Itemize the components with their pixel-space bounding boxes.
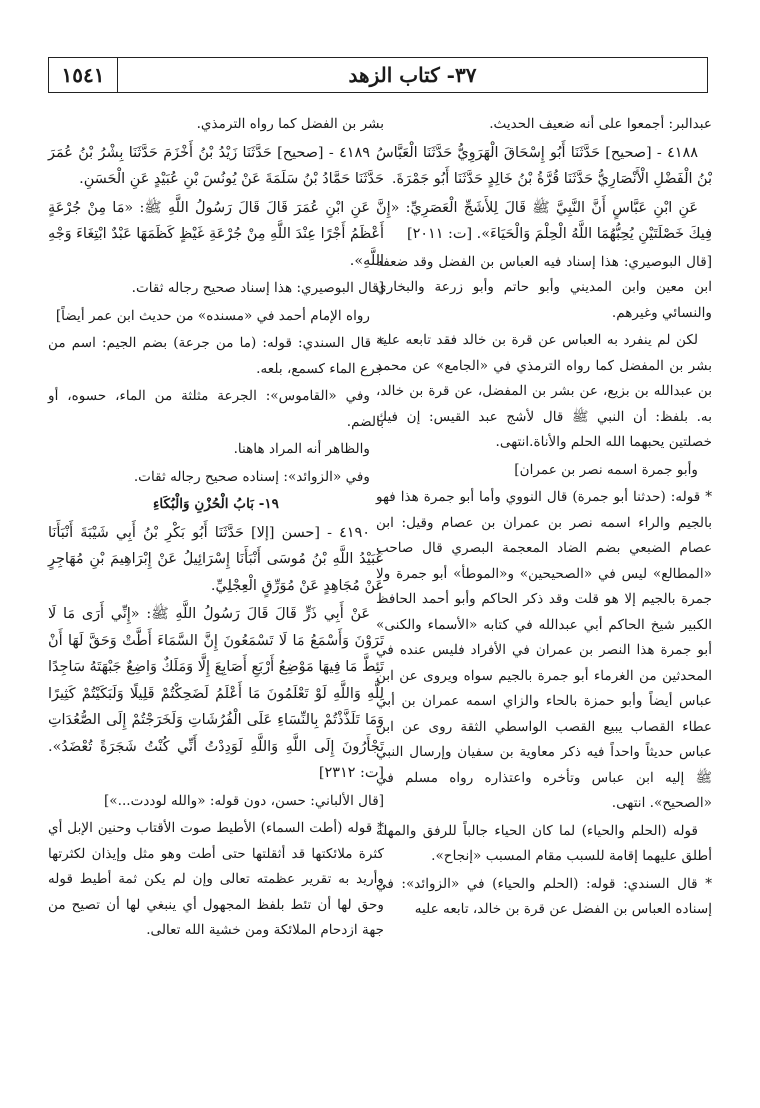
left-column <box>48 112 384 946</box>
paragraph: عبدالبر: أجمعوا على أنه ضعيف الحديث. <box>489 116 712 132</box>
busiri-note: [قال البوصيري: هذا إسناد صحيح رجاله ثقات. <box>131 280 384 296</box>
chapter-heading: ١٩- بَابُ الْحُزْنِ وَالْبُكَاءِ <box>153 496 279 512</box>
hadith-4189-isnad: ٤١٨٩ - [صحيح] حَدَّثَنَا زَيْدُ بْنُ أَخْزَمَ حَدَّثَنَا بِشْرُ بْنُ عُمَرَ حَدَّثَنَا حَمَّادُ بْنُ سَلَمَةَ عَنْ يُونُسَ بْنِ عُبَيْدٍ عَنِ الْحَسَنِ. <box>48 144 384 187</box>
hadith-4188-matn: عَنِ ابْنِ عَبَّاسٍ أَنَّ النَّبِيَّ ﷺ قَالَ لِلأَشَجِّ الْعَصَرِيِّ: «إِنَّ فِيكَ خَصْلَتَيْنِ يُحِبُّهُمَا اللَّهُ الْحِلْمَ وَالْحَيَاءَ». [ت: ٢٠١١] <box>376 199 712 242</box>
commentary: قوله (الحلم والحياء) لما كان الحياء جالباً للرفق والمهلة أطلق عليهما إقامة للسبب مقام المسبب «إنجاح». <box>376 822 712 864</box>
page-header <box>48 57 708 93</box>
hadith-4190-matn: عَنْ أَبِي ذَرٍّ قَالَ قَالَ رَسُولُ اللَّهِ ﷺ: «إِنِّي أَرَى مَا لَا تَرَوْنَ وَأَسْمَعُ مَا لَا تَسْمَعُونَ إِنَّ السَّمَاءَ أَطَّتْ وَحَقَّ لَهَا أَنْ تَئِطَّ مَا فِيهَا مَوْضِعُ أَرْبَعِ أَصَابِعَ إِلَّا وَمَلَكٌ وَاضِعٌ جَبْهَتَهُ سَاجِدًا لِلَّهِ وَاللَّهِ لَوْ تَعْلَمُونَ مَا أَعْلَمُ لَضَحِكْتُمْ قَلِيلًا وَلَبَكَيْتُمْ كَثِيرًا وَمَا تَلَذَّذْتُمْ بِالنِّسَاءِ عَلَى الْفُرُشَاتِ وَلَخَرَجْتُمْ إِلَى الصُّعُدَاتِ تَجْأَرُونَ إِلَى اللَّهِ وَاللَّهِ لَوَدِدْتُ أَنِّي كُنْتُ شَجَرَةً تُعْضَدُ». [ت: ٢٣١٢] <box>48 606 384 781</box>
albani-note: [قال الألباني: حسن، دون قوله: «والله لوددت...»] <box>104 792 384 809</box>
paragraph: بشر بن الفضل كما رواه الترمذي. <box>196 116 384 132</box>
hadith-4190-isnad: ٤١٩٠ - [حسن [إلا] حَدَّثَنَا أَبُو بَكْرِ بْنُ أَبِي شَيْبَةَ أَنْبَأَنَا عُبَيْدُ اللَّهِ بْنُ مُوسَى أَنْبَأَنَا إِسْرَائِيلُ عَنْ إِبْرَاهِيمَ بْنِ مُهَاجِرٍ عَنْ مُجَاهِدٍ عَنْ مُوَرِّقٍ الْعِجْلِيِّ. <box>48 524 384 594</box>
paragraph: وفي «الزوائد»: إسناده صحيح رجاله ثقات. <box>133 468 370 485</box>
commentary: * قوله (أطت السماء) الأطيط صوت الأقتاب وحنين الإبل أي كثرة ملائكتها قد أثقلتها حتى أطت وهو مثل وإيذان لكثرتها وأريد به تقرير عظمته تعالى وإن لم يكن ثمة أطيط قوله وحق لها أن تئط بلفظ المجهول أي ينبغي لها أن تصيح من جهة ازدحام الملائكة ومن خشية الله تعالى. <box>48 820 384 938</box>
sindi-note: * قال السندي: قوله: (الحلم والحياء) في «الزوائد»: في إسناده العباس بن الفضل عن قرة بن خالد، تابعه عليه <box>376 875 712 917</box>
paragraph: وفي «القاموس»: الجرعة مثلثة من الماء، حسوه، أو بالضم. <box>48 388 384 430</box>
busiri-note: [قال البوصيري: هذا إسناد فيه العباس بن الفضل وقد ضعفه ابن معين وابن المديني وأبو حاتم وأبو زرعة والبخاري والنسائي وغيرهم. <box>376 253 712 321</box>
paragraph: والظاهر أنه المراد هاهنا. <box>233 441 370 457</box>
commentary: * قوله: (حدثنا أبو جمرة) قال النووي وأما أبو جمرة هذا فهو بالجيم والراء اسمه نصر بن عمران بن عصام وقيل: ابن عصام الضبعي بضم الضاد المعجمة البصري قال صاحب «المطالع» ليس في «الصحيحين» و«الموطأ» أبو جمرة ولا جمرة بالجيم إلا هو قلت وقد ذكر الحاكم وأبو أحمد الحافظ الكبير شيخ الحاكم أبي عبدالله في كتابه «الأسماء والكنى» أبو جمرة هذا النصر بن عمران في الأفراد فليس عنده في المحدثين من الغرماء أبو جمرة بالجيم سواه ويروى عن ابن عباس أيضاً وأبو حمزة بالحاء والزاي اسمه عمران بن أبي عطاء القصاب يبيع القصب الواسطي الثقة روى عن ابن عباس حديثاً واحداً فيه ذكر معاوية بن سفيان وإرسال النبي ﷺ إليه ابن عباس وتأخره واعتذاره رواه مسلم في «الصحيح». انتهى. <box>376 489 712 811</box>
paragraph: وأبو جمرة اسمه نصر بن عمران] <box>514 461 698 478</box>
hadith-4189-matn: عَنِ ابْنِ عُمَرَ قَالَ قَالَ رَسُولُ اللَّهِ ﷺ: «مَا مِنْ جُرْعَةٍ أَعْظَمُ أَجْرًا عِنْدَ اللَّهِ مِنْ جُرْعَةِ غَيْظٍ كَظَمَهَا عَبْدٌ ابْتِغَاءَ وَجْهِ اللَّهِ». <box>48 199 384 269</box>
hadith-4188-isnad: ٤١٨٨ - [صحيح] حَدَّثَنَا أَبُو إِسْحَاقَ الْهَرَوِيُّ حَدَّثَنَا الْعَبَّاسُ بْنُ الْفَضْلِ الْأَنْصَارِيُّ حَدَّثَنَا قُرَّةُ بْنُ خَالِدٍ حَدَّثَنَا أَبُو جَمْرَةَ. <box>376 144 712 187</box>
right-column <box>376 112 712 925</box>
book-title: ٣٧- كتاب الزهد <box>348 63 477 87</box>
paragraph: رواه الإمام أحمد في «مسنده» من حديث ابن عمر أيضاً] <box>55 307 370 324</box>
sindi-note: * قال السندي: قوله: (ما من جرعة) بضم الجيم: اسم من جرع الماء كسمع، بلعه. <box>48 335 384 377</box>
page-number: ١٥٤١ <box>49 58 118 92</box>
paragraph: لكن لم ينفرد به العباس عن قرة بن خالد فقد تابعه عليه بشر بن المفضل كما رواه الترمذي في «الجامع» عن محمد بن عبدالله بن بزيع، عن بشر بن المفضل، عن قرة بن خالد، به. بلفظ: أن النبي ﷺ قال لأشج عبد القيس: إن فيك خصلتين يحبهما الله الحلم والأناة.انتهى. <box>376 332 712 450</box>
